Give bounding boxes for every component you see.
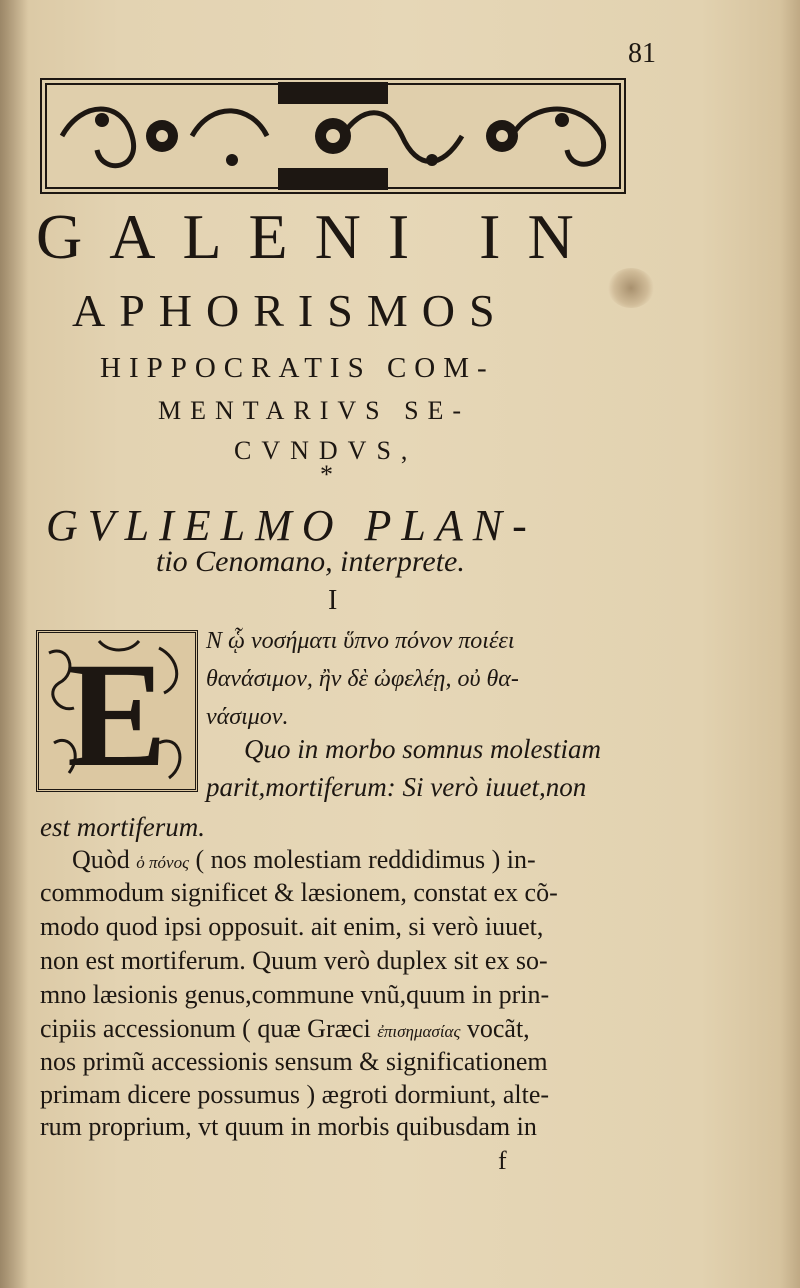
commentary-line-6-end: vocãt, xyxy=(466,1014,530,1043)
commentary-greek-term: ὁ πόνος xyxy=(136,853,189,872)
latin-aphorism-line-3: est mortiferum. xyxy=(40,812,205,842)
paper-stain xyxy=(608,268,654,308)
greek-aphorism-line-1: Ν ᾧ νοσήματι ὕπνο πόνον ποιέει xyxy=(206,628,515,654)
translator-line-2: tio Cenomano, interprete. xyxy=(156,545,465,578)
greek-aphorism-line-2: θανάσιμον, ἢν δὲ ὠφελέῃ, οὐ θα- xyxy=(206,666,519,692)
page-number: 81 xyxy=(628,38,656,69)
gutter-shadow xyxy=(0,0,28,1288)
commentary-line-5: mno læsionis genus,commune vnũ,quum in prin- xyxy=(40,980,550,1009)
title-line-2: APHORISMOS xyxy=(72,285,509,336)
latin-aphorism-line-2: parit,mortiferum: Si verò iuuet,non xyxy=(206,772,587,802)
greek-aphorism-line-3: νάσιμον. xyxy=(206,704,289,730)
title-line-4: MENTARIVS SE- xyxy=(158,396,471,425)
commentary-line-6 xyxy=(40,1014,530,1044)
commentary-line-3: modo quod ipsi opposuit. ait enim, si verò iuuet, xyxy=(40,912,544,941)
title-line-1: GALENI IN xyxy=(36,201,601,272)
section-numeral: I xyxy=(328,585,338,616)
commentary-line-7: nos primũ accessionis sensum & significationem xyxy=(40,1047,548,1076)
translator-line-1: GVLIELMO PLAN- xyxy=(46,501,537,550)
ornamental-headpiece xyxy=(40,78,626,194)
decorated-initial xyxy=(36,630,198,792)
commentary-line-4: non est mortiferum. Quum verò duplex sit ex so- xyxy=(40,946,548,975)
title-line-5: CVNDVS, xyxy=(234,436,418,465)
title-line-3: HIPPOCRATIS COM- xyxy=(100,352,495,384)
commentary-line-1-start: Quòd xyxy=(72,845,130,874)
signature-mark: f xyxy=(498,1146,507,1175)
drop-cap-letter: E xyxy=(66,633,168,789)
commentary-line-8: primam dicere possumus ) ægroti dormiunt, alte- xyxy=(40,1080,550,1109)
asterisk-ornament: * xyxy=(320,460,333,489)
commentary-line-6-start: cipiis accessionum ( quæ Græci xyxy=(40,1014,371,1043)
commentary-line-1-end: ( nos molestiam reddidimus ) in- xyxy=(195,845,536,874)
commentary-greek-term-2: ἐπισημασίας xyxy=(377,1022,461,1041)
latin-aphorism-line-1: Quo in morbo somnus molestiam xyxy=(244,734,602,764)
commentary-line-2: commodum significet & læsionem, constat ex cõ- xyxy=(40,878,558,907)
commentary-line-9: rum proprium, vt quum in morbis quibusdam in xyxy=(40,1112,537,1141)
commentary-line-1 xyxy=(72,845,536,875)
